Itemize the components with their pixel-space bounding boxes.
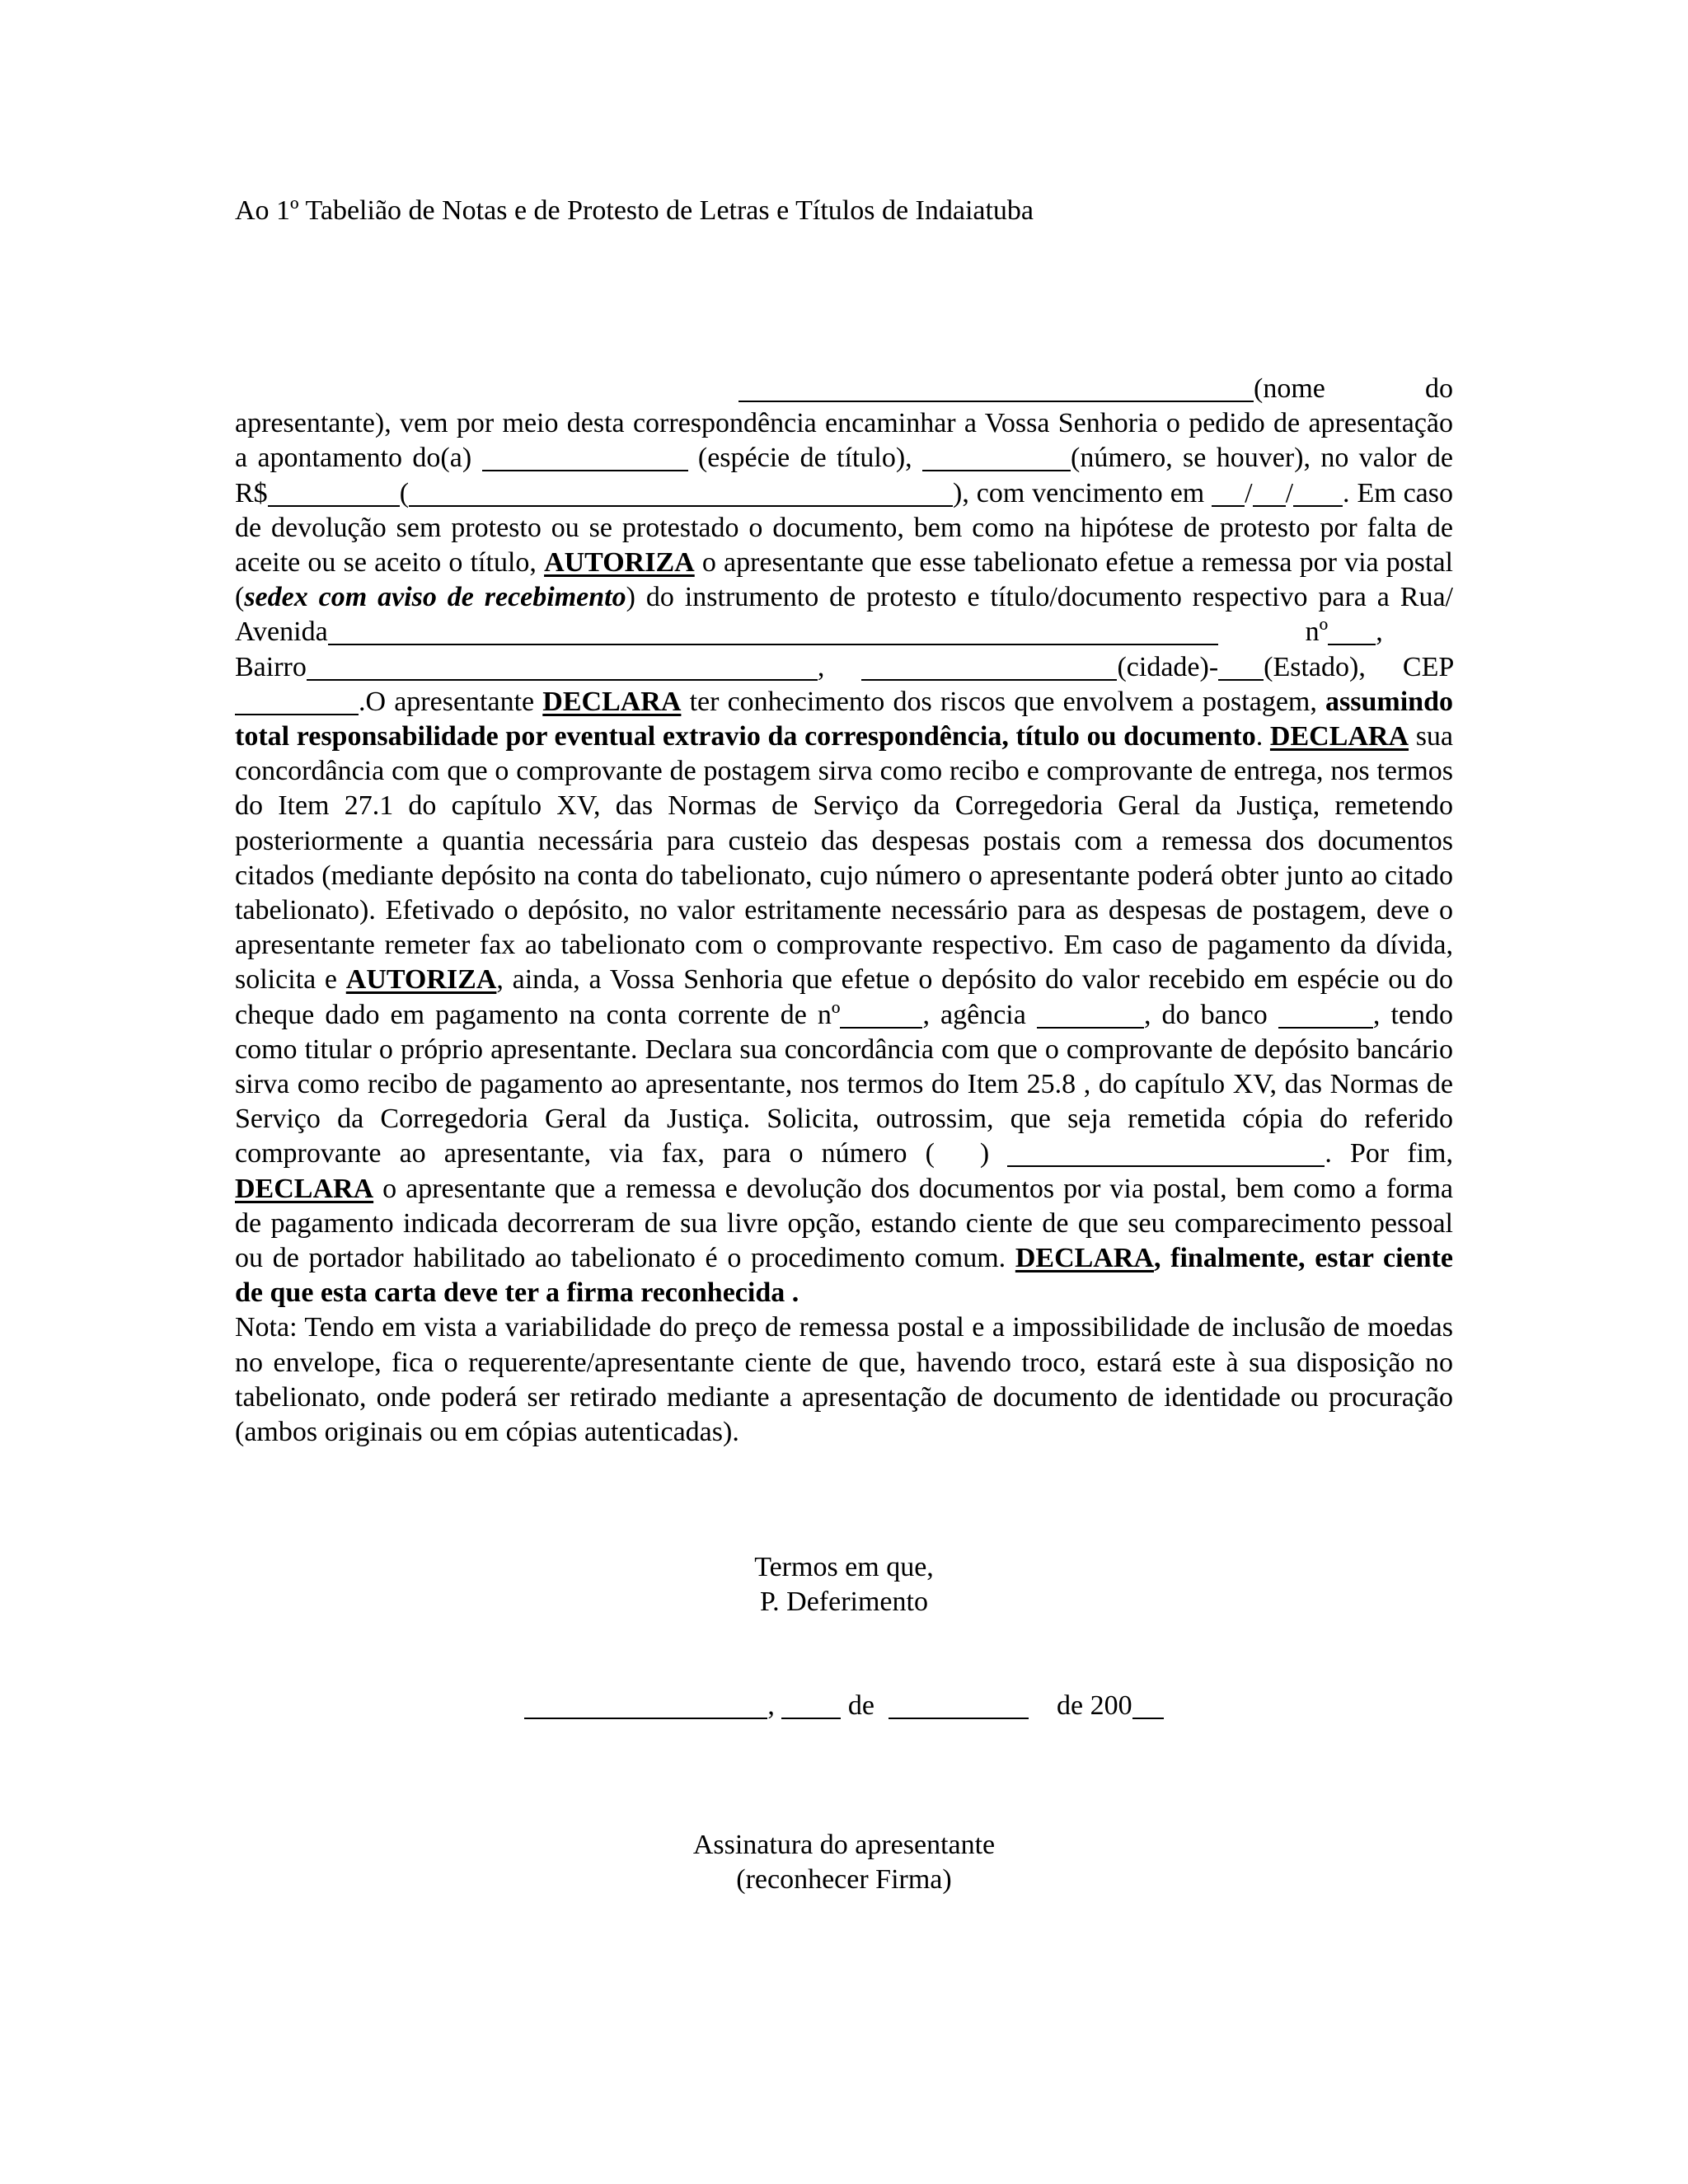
text-span: . Por fim,	[1325, 1138, 1454, 1169]
letter-body	[235, 372, 1453, 1450]
text-span: o apresentante que a remessa e devolução dos documentos por via postal, bem como a forma de pagamento indicada decorreram de sua livre opção, estando ciente de que seu comparecimento pessoal ou de portador habilitado ao tabelionato é o procedimento comum.	[235, 1173, 1453, 1274]
declara-keyword: DECLARA	[1269, 721, 1409, 752]
text-span: , do banco	[1143, 999, 1278, 1030]
text-span: ter conhecimento dos riscos que envolvem a postagem,	[681, 686, 1326, 717]
text-span: ,	[1376, 616, 1383, 648]
date-de-label: de	[847, 1690, 874, 1721]
closing-block	[0, 1550, 1688, 1619]
text-span: ), com vencimento em	[953, 477, 1212, 509]
cep-blank[interactable]	[235, 689, 359, 715]
amount-words-blank[interactable]	[409, 480, 953, 507]
name-label: (nome do	[1254, 373, 1453, 404]
text-span: . Em caso de devolução sem protesto ou se protestado o documento, bem como na hipótese de protesto por falta de aceite ou se aceito o título,	[235, 477, 1453, 579]
bank-blank[interactable]	[1278, 1002, 1373, 1029]
signature-block	[0, 1828, 1688, 1897]
text-span: ) do instrumento de protesto e título/documento respectivo para a Rua/ Avenida	[235, 582, 1454, 648]
presenter-name-line	[235, 372, 1453, 406]
text-span: apresentante), vem por meio desta correspondência encaminhar a Vossa Senhoria o pedido de apresentação a apontamento do(a)	[235, 408, 1453, 474]
city-blank[interactable]	[861, 654, 1117, 681]
declara-keyword: DECLARA	[542, 686, 682, 717]
autoriza-keyword: AUTORIZA	[345, 964, 497, 996]
year-suffix-blank[interactable]	[1132, 1693, 1164, 1719]
text-span: nº	[1305, 616, 1329, 648]
main-paragraph	[235, 372, 1453, 1310]
note-paragraph: Nota: Tendo em vista a variabilidade do preço de remessa postal e a impossibilidade de inclusão de moedas no envelope, fica o requerente/apresentante ciente de que, havendo troco, estará este à sua disposição no tabelionato, onde poderá ser retirado mediante a apresentação de documento de identidade ou procuração (ambos originais ou em cópias autenticadas).	[235, 1312, 1453, 1448]
text-span: (espécie de título),	[687, 443, 923, 474]
text-span: , agência	[922, 999, 1037, 1030]
declara-keyword: DECLARA	[235, 1173, 374, 1204]
neighborhood-blank[interactable]	[307, 654, 818, 681]
declara-keyword: DECLARA	[1015, 1243, 1154, 1274]
account-number-blank[interactable]	[840, 1002, 922, 1029]
agency-blank[interactable]	[1037, 1002, 1144, 1029]
presenter-name-blank[interactable]	[738, 376, 1254, 402]
autoriza-keyword: AUTORIZA	[544, 547, 695, 579]
text-span: Bairro	[235, 651, 307, 682]
text-span: ,	[817, 651, 862, 682]
text-span: (cidade)-	[1117, 651, 1219, 682]
title-number-blank[interactable]	[922, 445, 1071, 471]
day-blank[interactable]	[781, 1693, 841, 1719]
text-span: sua concordância com que o comprovante de postagem sirva como recibo e comprovante de entrega, nos termos do Item 27.1 do capítulo XV, das Normas de Serviço da Corregedoria Geral da Justiça, remetendo posteriormente a quantia necessária para custeio das despesas postais com a remessa dos documentos citados (mediante depósito na conta do tabelionato, cujo número o apresentante poderá obter junto ao citado tabelionato). Efetivado o depósito, no valor estritamente necessário para as despesas de postagem, deve o apresentante remeter fax ao tabelionato com o comprovante respectivo. Em caso de pagamento da dívida, solicita e	[235, 721, 1454, 996]
addressee-heading: Ao 1º Tabelião de Notas e de Protesto de Letras e Títulos de Indaiatuba	[235, 195, 1034, 226]
text-span: (número, se houver), no valor de R$	[235, 443, 1453, 509]
date-comma: ,	[767, 1690, 775, 1721]
text-span: /	[1245, 477, 1253, 509]
signature-notice: , finalmente, estar ciente de que esta carta deve ter a firma reconhecida .	[235, 1243, 1453, 1309]
text-span: )	[979, 1138, 990, 1169]
street-blank[interactable]	[328, 619, 1218, 645]
month-blank[interactable]	[889, 1693, 1029, 1719]
text-span: o apresentante que esse tabelionato efetue a remessa por via postal (	[235, 547, 1453, 613]
signature-note: (reconhecer Firma)	[736, 1864, 952, 1896]
text-span: (Estado), CEP	[1264, 651, 1454, 682]
sedex-note: sedex com aviso de recebimento	[244, 582, 626, 613]
street-number-blank[interactable]	[1328, 619, 1376, 645]
text-span: /	[1285, 477, 1294, 509]
title-species-blank[interactable]	[482, 445, 688, 471]
text-span: .	[1255, 721, 1270, 752]
closing-deferimento: P. Deferimento	[760, 1586, 928, 1618]
due-month-blank[interactable]	[1253, 480, 1286, 507]
fax-number-blank[interactable]	[1007, 1141, 1325, 1167]
text-span: , tendo como titular o próprio apresentante. Declara sua concordância com que o comprovante de depósito bancário sirva como recibo de pagamento ao apresentante, nos termos do Item 25.8 , do capítulo XV, das Normas de Serviço da Corregedoria Geral da Justiça. Solicita, outrossim, que seja remetida cópia do referido comprovante ao apresentante, via fax, para o número (	[235, 999, 1453, 1169]
closing-termos: Termos em que,	[754, 1552, 934, 1582]
due-year-blank[interactable]	[1293, 480, 1343, 507]
text-span: (	[399, 477, 410, 509]
place-blank[interactable]	[524, 1693, 767, 1719]
responsibility-statement: assumindo total responsabilidade por eventual extravio da correspondência, título ou documento	[235, 686, 1453, 752]
state-blank[interactable]	[1218, 654, 1264, 681]
year-prefix-label: de 200	[1057, 1690, 1132, 1721]
text-span: .O apresentante	[359, 686, 543, 717]
text-span: , ainda, a Vossa Senhoria que efetue o depósito do valor recebido em espécie ou do cheque dado em pagamento na conta corrente de nº	[235, 964, 1453, 1030]
due-day-blank[interactable]	[1212, 480, 1245, 507]
date-line	[0, 1689, 1688, 1723]
signature-label: Assinatura do apresentante	[692, 1830, 996, 1860]
amount-blank[interactable]	[268, 480, 400, 507]
